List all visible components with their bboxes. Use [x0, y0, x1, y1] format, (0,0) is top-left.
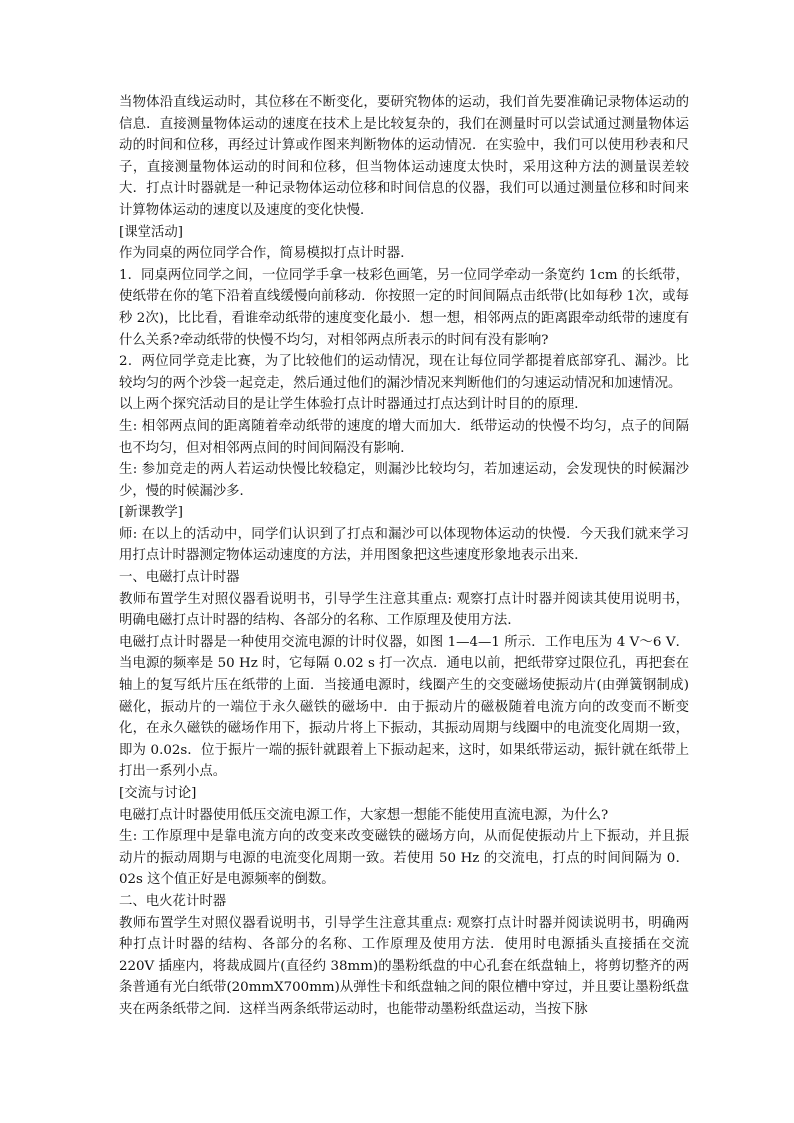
section-label-discussion: [交流与讨论]: [119, 786, 197, 801]
section-label-class-activity: [课堂活动]: [119, 224, 184, 240]
electromagnetic-timer-description: 电磁打点计时器是一种使用交流电源的计时仪器，如图 1—4—1 所示．工作电压为 4 V～6 V．当电源的频率是 50 Hz 时，它每隔 0.02 s 打一次点．通电以前，把纸带穿过限位孔，再把套在轴上的复写纸片压在纸带的上面．当接通电源时，线圈产生的交变磁场使振动片(由弹簧钢制成)磁化，振动片的一端位于永久磁铁的磁场中．由于振动片的磁极随着电流方向的改变而不断变化，在永久磁铁的磁场作用下，振动片将上下振动，其振动周期与线圈中的电流变化周期一致，即为 0.02s．位于振片一端的振针就跟着上下振动起来，这时，如果纸带运动，振针就在纸带上打出一系列小点。: [119, 634, 689, 780]
activity-item-2: 2．两位同学竞走比赛，为了比较他们的运动情况，现在让每位同学都提着底部穿孔、漏沙。比较均匀的两个沙袋一起竞走，然后通过他们的漏沙情况来判断他们的匀速运动情况和加速情况。: [119, 354, 689, 391]
heading-electromagnetic-timer: 一、电磁打点计时器: [119, 570, 240, 586]
student-answer-3: 生: 工作原理中是靠电流方向的改变来改变磁铁的磁场方向，从而促使振动片上下振动，并且振动片的振动周期与电源的电流变化周期一致。若使用 50 Hz 的交流电，打点的时间间隔为 0．02s 这个值正好是电源频率的倒数。: [119, 829, 689, 888]
section-label-new-lesson: [新课教学]: [119, 505, 184, 521]
spark-timer-description: 教师布置学生对照仪器看说明书，引导学生注意其重点: 观察打点计时器并阅读说明书，明确两种打点计时器的结构、各部分的名称、工作原理及使用方法．使用时电源插头直接插在交流 220V 插座内，将裁成圆片(直径约 38mm)的墨粉纸盘的中心孔套在纸盘轴上，将剪切整齐的两条普通有光白纸带(20mmX700mm)从弹性卡和纸盘轴之间的限位槽中穿过，并且要让墨粉纸盘夹在两条纸带之间．这样当两条纸带运动时，也能带动墨粉纸盘运动，当按下脉: [119, 915, 689, 1017]
intro-paragraph: 当物体沿直线运动时，其位移在不断变化，要研究物体的运动，我们首先要准确记录物体运动的信息．直接测量物体运动的速度在技术上是比较复杂的，我们在测量时可以尝试通过测量物体运动的时间和位移，再经过计算或作图来判断物体的运动情况．在实验中，我们可以使用秒表和尺子，直接测量物体运动的时间和位移，但当物体运动速度太快时，采用这种方法的测量误差较大．打点计时器就是一种记录物体运动位移和时间信息的仪器，我们可以通过测量位移和时间来计算物体运动的速度以及速度的变化快慢．: [119, 95, 689, 218]
student-answer-2: 生: 参加竞走的两人若运动快慢比较稳定，则漏沙比较均匀，若加速运动，会发现快的时候漏沙少，慢的时候漏沙多．: [119, 462, 689, 499]
activity-intro: 作为同桌的两位同学合作，简易模拟打点计时器．: [119, 246, 414, 262]
activity-purpose: 以上两个探究活动目的是让学生体验打点计时器通过打点达到计时目的的原理．: [119, 397, 588, 413]
discussion-question: 电磁打点计时器使用低压交流电源工作，大家想一想能不能使用直流电源，为什么?: [119, 807, 609, 823]
teacher-intro: 师: 在以上的活动中，同学们认识到了打点和漏沙可以体现物体运动的快慢．今天我们就来学习用打点计时器测定物体运动速度的方法，并用图象把这些速度形象地表示出来．: [119, 526, 689, 564]
activity-item-1: 1．同桌两位同学之间，一位同学手拿一枝彩色画笔，另一位同学牵动一条宽约 1cm 的长纸带，使纸带在你的笔下沿着直线缓慢向前移动．你按照一定的时间间隔点击纸带(比如每秒 1次，或每秒 2次)，比比看，看谁牵动纸带的速度变化最小．想一想，相邻两点的距离跟牵动纸带的速度有什么关系?牵动纸带的快慢不均匀，对相邻两点所表示的时间有没有影响?: [119, 267, 689, 348]
student-answer-1: 生: 相邻两点间的距离随着牵动纸带的速度的增大而加大．纸带运动的快慢不均匀，点子的间隔也不均匀，但对相邻两点间的时间间隔没有影响．: [119, 418, 689, 456]
teacher-instruction-1: 教师布置学生对照仪器看说明书，引导学生注意其重点: 观察打点计时器并阅读其使用说明书，明确电磁打点计时器的结构、各部分的名称、工作原理及使用方法．: [119, 591, 689, 629]
document-body: [119, 92, 689, 1021]
heading-spark-timer: 二、电火花计时器: [119, 893, 227, 909]
